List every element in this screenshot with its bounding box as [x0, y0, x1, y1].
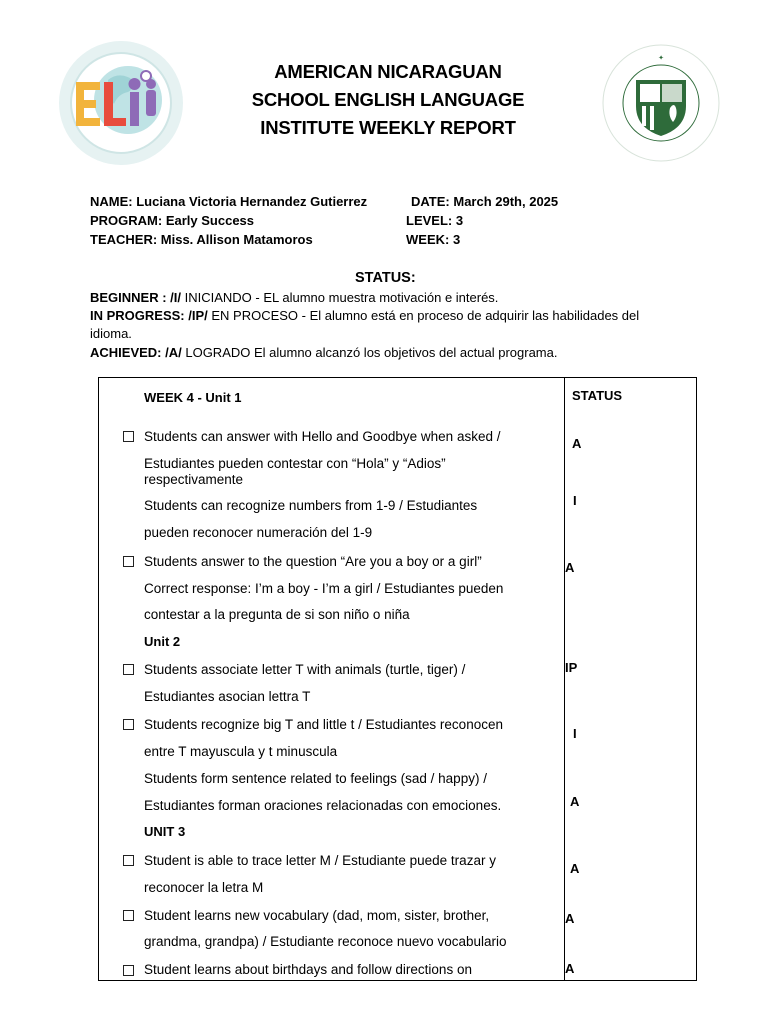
status-value: A — [565, 560, 575, 575]
unit-3-heading: UNIT 3 — [144, 824, 186, 839]
status-value: I — [573, 493, 577, 508]
level: LEVEL: 3 — [406, 213, 464, 228]
objective-line: Students answer to the question “Are you a boy or a girl” — [144, 554, 482, 569]
program: PROGRAM: Early Success — [90, 213, 255, 228]
legend-beginner-label: BEGINNER : /I/ — [90, 290, 182, 305]
legend-beginner — [90, 290, 498, 305]
objective-checkbox[interactable] — [123, 965, 134, 976]
objective-line: respectivamente — [144, 472, 244, 487]
legend-achieved — [90, 345, 557, 360]
objective-checkbox[interactable] — [123, 910, 134, 921]
objective-line: Students recognize big T and little t / Estudiantes reconocen — [144, 717, 503, 732]
svg-text:✦: ✦ — [658, 54, 664, 62]
week-heading: WEEK 4 - Unit 1 — [144, 390, 242, 405]
report-date: DATE: March 29th, 2025 — [411, 194, 559, 209]
objective-line: entre T mayuscula y t minuscula — [144, 744, 338, 759]
legend-achieved-label: ACHIEVED: /A/ — [90, 345, 182, 360]
objective-line: Estudiantes asocian lettra T — [144, 689, 311, 704]
report-title-line-2: SCHOOL ENGLISH LANGUAGE — [251, 89, 525, 110]
objective-line: Student learns new vocabulary (dad, mom, sister, brother, — [144, 908, 490, 923]
week: WEEK: 3 — [406, 232, 461, 247]
status-value: A — [572, 436, 582, 451]
objective-checkbox[interactable] — [123, 855, 134, 866]
objective-line: contestar a la pregunta de si son niño o niña — [144, 607, 410, 622]
teacher: TEACHER: Miss. Allison Matamoros — [90, 232, 313, 247]
objective-checkbox[interactable] — [123, 664, 134, 675]
status-column-heading: STATUS — [572, 388, 623, 403]
objective-checkbox[interactable] — [123, 431, 134, 442]
status-value: A — [565, 911, 575, 926]
table-bottom-border — [98, 980, 697, 981]
report-title-line-1: AMERICAN NICARAGUAN — [274, 61, 502, 82]
status-value: A — [570, 861, 580, 876]
objective-line: Student learns about birthdays and follow directions on — [144, 962, 472, 977]
objective-line: Students associate letter T with animals (turtle, tiger) / — [144, 662, 466, 677]
status-column-divider — [564, 377, 565, 981]
objective-line: reconocer la letra M — [144, 880, 264, 895]
objective-checkbox[interactable] — [123, 719, 134, 730]
legend-in-progress-continued: idioma. — [90, 326, 132, 341]
status-heading: STATUS: — [355, 270, 416, 286]
objective-line: grandma, grandpa) / Estudiante reconoce nuevo vocabulario — [144, 934, 507, 949]
objective-line: Students can answer with Hello and Goodbye when asked / — [144, 429, 501, 444]
objective-line: Students can recognize numbers from 1-9 / Estudiantes — [144, 498, 478, 513]
objective-line: Correct response: I’m a boy - I’m a girl / Estudiantes pueden — [144, 581, 504, 596]
objective-line: pueden reconocer numeración del 1-9 — [144, 525, 373, 540]
objective-checkbox[interactable] — [123, 556, 134, 567]
student-name: NAME: Luciana Victoria Hernandez Gutierrez — [90, 194, 368, 209]
objective-line: Estudiantes forman oraciones relacionadas con emociones. — [144, 798, 502, 813]
status-value: I — [573, 726, 577, 741]
report-title-line-3: INSTITUTE WEEKLY REPORT — [260, 117, 516, 138]
objective-line: Student is able to trace letter M / Estudiante puede trazar y — [144, 853, 496, 868]
objective-line: Estudiantes pueden contestar con “Hola” y “Adios” — [144, 456, 446, 471]
legend-in-progress — [90, 308, 639, 323]
legend-progress-text: EN PROCESO - El alumno está en proceso de adquirir las habilidades del — [207, 308, 640, 323]
school-seal — [600, 42, 722, 164]
objective-line: Students form sentence related to feelings (sad / happy) / — [144, 771, 487, 786]
legend-beginner-text: INICIANDO - EL alumno muestra motivación e interés. — [181, 290, 499, 305]
legend-progress-label: IN PROGRESS: /IP/ — [90, 308, 208, 323]
eli-logo — [58, 40, 184, 166]
status-value: A — [565, 961, 575, 976]
legend-achieved-text: LOGRADO El alumno alcanzó los objetivos del actual programa. — [181, 345, 558, 360]
status-value: A — [570, 794, 580, 809]
status-value: IP — [565, 660, 578, 675]
unit-2-heading: Unit 2 — [144, 634, 181, 649]
